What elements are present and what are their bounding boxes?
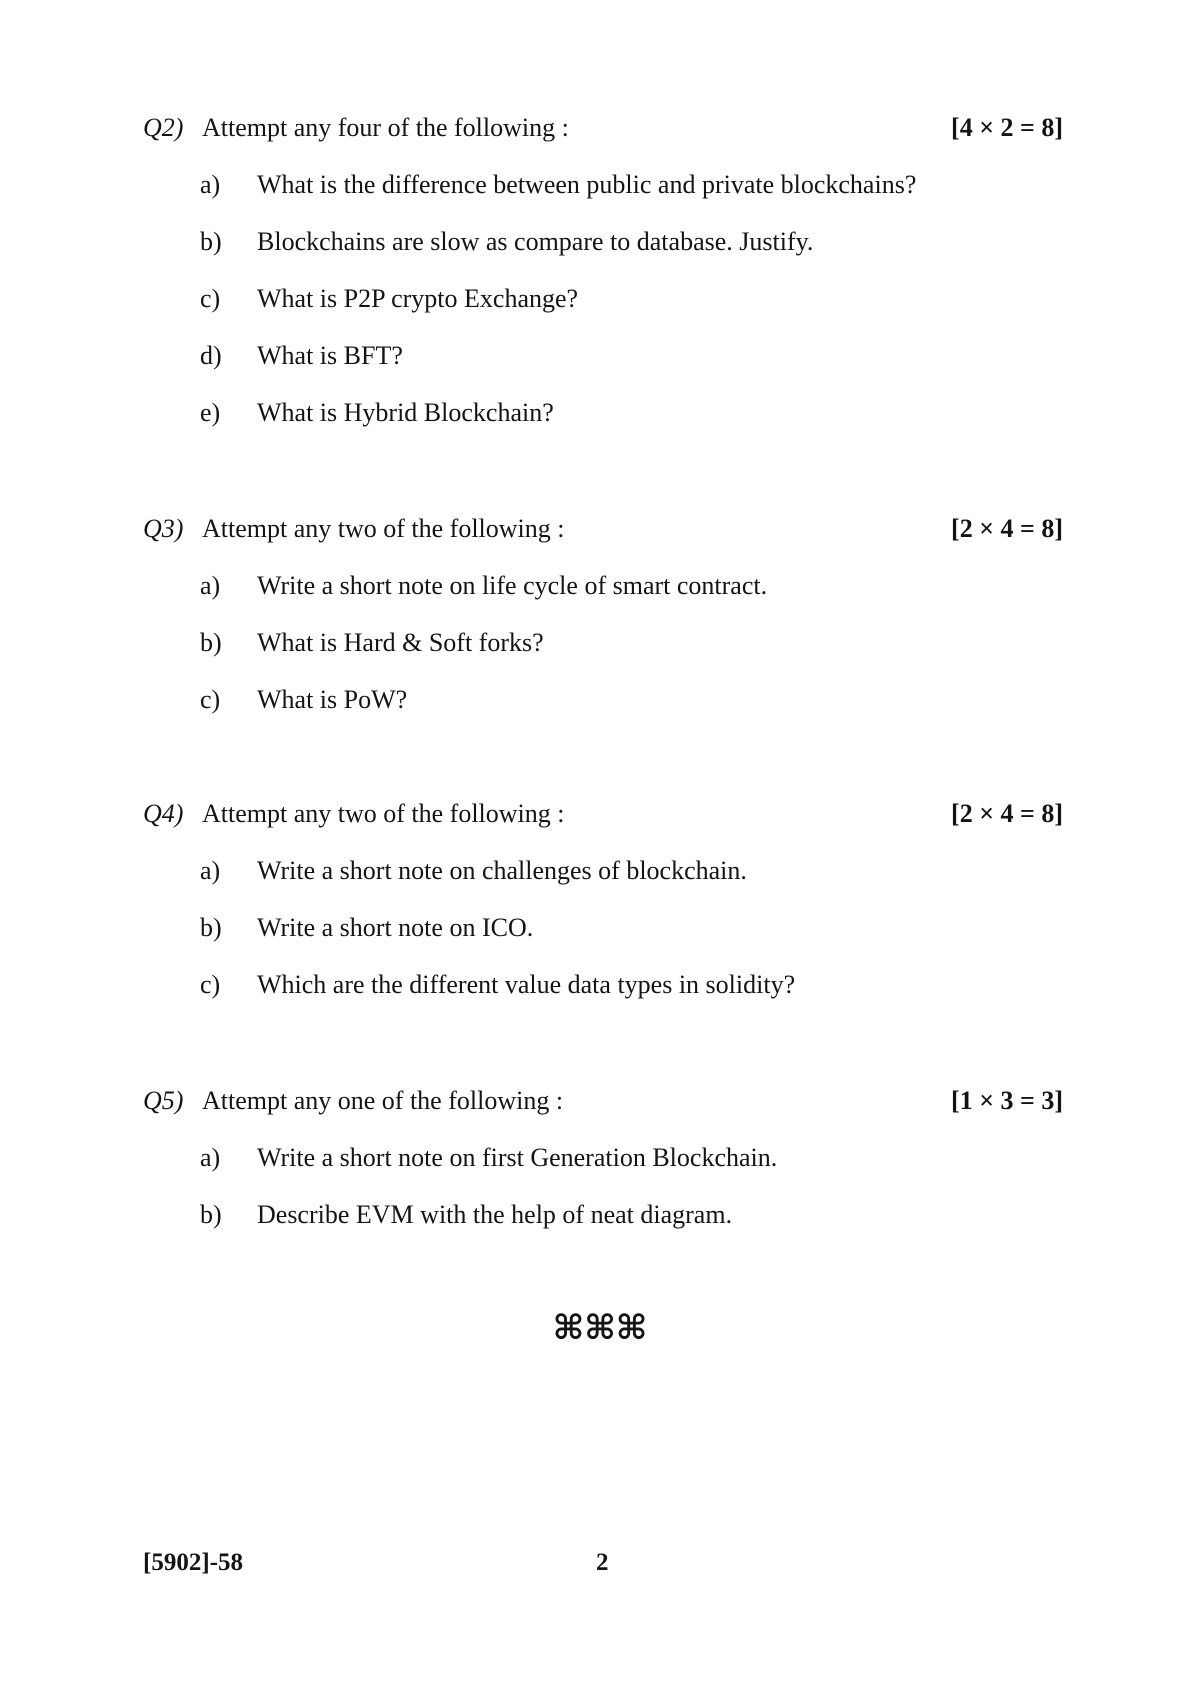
- sub-question: [143, 1200, 1063, 1257]
- sub-question-label: a): [200, 170, 221, 199]
- question-header: [143, 799, 1063, 829]
- question-marks: [2 × 4 = 8]: [951, 514, 1063, 543]
- question-marks: [1 × 3 = 3]: [951, 1086, 1063, 1115]
- sub-question-label: b): [200, 1200, 222, 1229]
- sub-question: [143, 628, 1063, 685]
- sub-question-list: [143, 170, 1063, 455]
- sub-question-label: e): [200, 398, 221, 427]
- sub-question-text: What is PoW?: [257, 685, 408, 714]
- question-instruction: Attempt any two of the following :: [202, 799, 565, 828]
- question-number: Q4): [143, 799, 184, 828]
- end-of-paper-mark: ⌘⌘⌘: [552, 1308, 648, 1348]
- question-q4: [143, 799, 1063, 1027]
- question-q5: [143, 1086, 1063, 1257]
- question-header: [143, 1086, 1063, 1116]
- sub-question: [143, 913, 1063, 970]
- sub-question-label: c): [200, 685, 221, 714]
- sub-question-text: What is P2P crypto Exchange?: [257, 284, 579, 313]
- question-marks: [2 × 4 = 8]: [951, 799, 1063, 828]
- sub-question-label: a): [200, 856, 221, 885]
- sub-question-text: Blockchains are slow as compare to database. Justify.: [257, 227, 814, 256]
- sub-question-label: c): [200, 284, 221, 313]
- sub-question-text: Write a short note on challenges of blockchain.: [257, 856, 747, 885]
- sub-question: [143, 970, 1063, 1027]
- sub-question-label: b): [200, 913, 222, 942]
- sub-question-text: Write a short note on first Generation Blockchain.: [257, 1143, 778, 1172]
- sub-question-text: Write a short note on life cycle of smart contract.: [257, 571, 768, 600]
- sub-question-label: a): [200, 1143, 221, 1172]
- question-instruction: Attempt any two of the following :: [202, 514, 565, 543]
- question-instruction: Attempt any one of the following :: [202, 1086, 564, 1115]
- question-header: [143, 514, 1063, 544]
- sub-question-list: [143, 1143, 1063, 1257]
- sub-question-list: [143, 856, 1063, 1027]
- sub-question-text: Describe EVM with the help of neat diagram.: [257, 1200, 733, 1229]
- sub-question-text: What is Hard & Soft forks?: [257, 628, 544, 657]
- sub-question-label: a): [200, 571, 221, 600]
- sub-question: [143, 398, 1063, 455]
- question-q2: [143, 113, 1063, 455]
- sub-question-label: d): [200, 341, 222, 370]
- sub-question-text: What is Hybrid Blockchain?: [257, 398, 554, 427]
- sub-question-text: Write a short note on ICO.: [257, 913, 534, 942]
- paper-code: [5902]-58: [143, 1549, 243, 1576]
- sub-question-label: b): [200, 628, 222, 657]
- sub-question: [143, 284, 1063, 341]
- sub-question: [143, 170, 1063, 227]
- page-number: 2: [596, 1549, 609, 1576]
- sub-question: [143, 1143, 1063, 1200]
- sub-question-text: What is the difference between public and private blockchains?: [257, 170, 917, 199]
- sub-question-text: Which are the different value data types in solidity?: [257, 970, 796, 999]
- question-instruction: Attempt any four of the following :: [202, 113, 569, 142]
- question-header: [143, 113, 1063, 143]
- sub-question: [143, 341, 1063, 398]
- question-number: Q5): [143, 1086, 184, 1115]
- sub-question-text: What is BFT?: [257, 341, 403, 370]
- sub-question: [143, 685, 1063, 742]
- sub-question-label: c): [200, 970, 221, 999]
- sub-question-list: [143, 571, 1063, 742]
- sub-question: [143, 856, 1063, 913]
- sub-question: [143, 227, 1063, 284]
- question-marks: [4 × 2 = 8]: [951, 113, 1063, 142]
- sub-question-label: b): [200, 227, 222, 256]
- sub-question: [143, 571, 1063, 628]
- question-q3: [143, 514, 1063, 742]
- question-number: Q3): [143, 514, 184, 543]
- question-number: Q2): [143, 113, 184, 142]
